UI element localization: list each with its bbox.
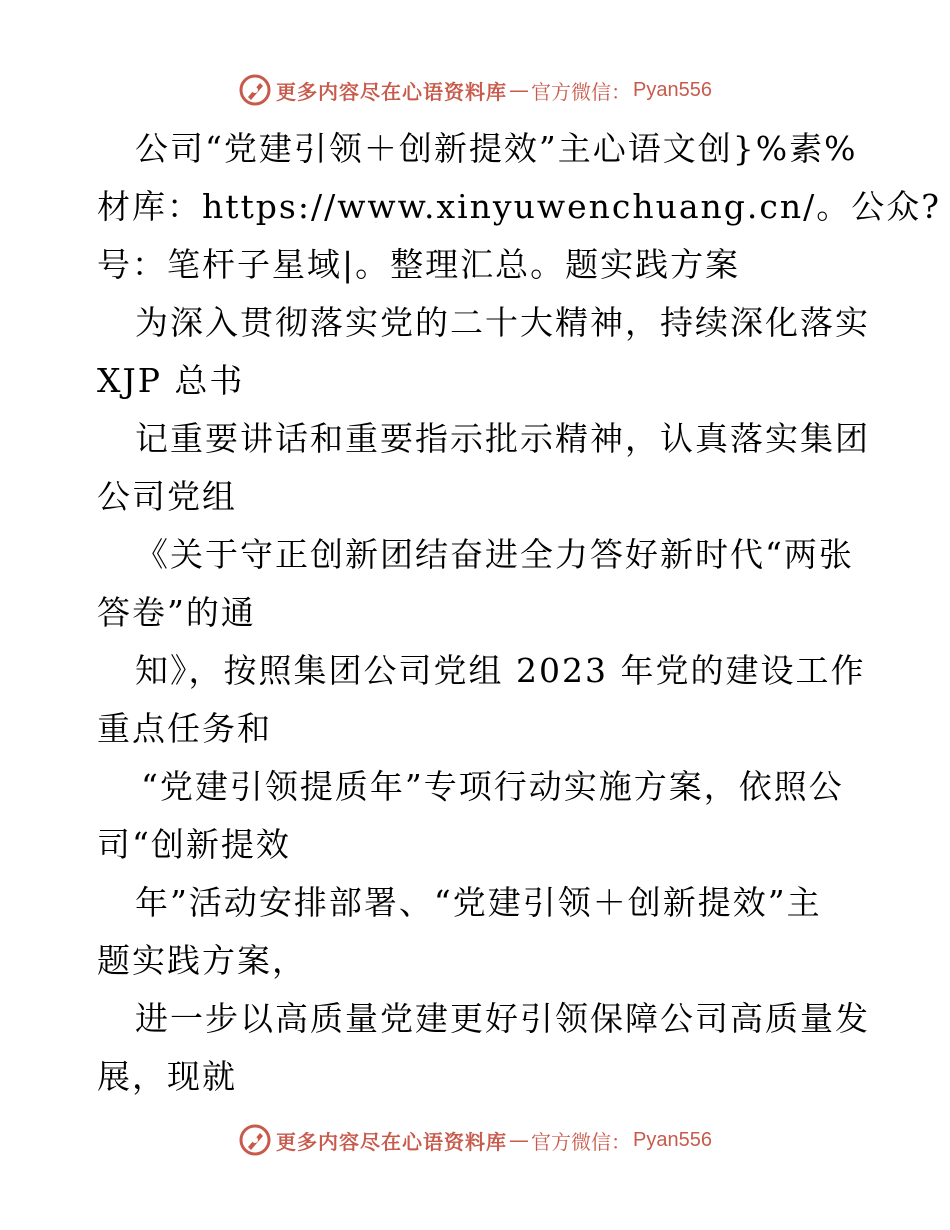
header-official-label: 官方微信： bbox=[531, 79, 632, 104]
text-line: 公司党组 bbox=[97, 477, 237, 516]
text-line: 为深入贯彻落实党的二十大精神，持续深化落实 bbox=[135, 303, 870, 342]
pen-circle-icon bbox=[238, 73, 272, 107]
text-line: 公司“党建引领＋创新提效”主心语文创}%素% bbox=[135, 129, 858, 168]
text-line: 号：笔杆子星域|。整理汇总。题实践方案 bbox=[97, 245, 741, 284]
text-line: 司“创新提效 bbox=[97, 825, 291, 864]
text-line: 展，现就 bbox=[97, 1057, 237, 1096]
text-line: “党建引领提质年”专项行动实施方案，依照公 bbox=[141, 767, 844, 806]
header-brand-text: 更多内容尽在心语资料库 bbox=[276, 79, 508, 104]
document-body bbox=[97, 120, 941, 1106]
text-line: 《关于守正创新团结奋进全力答好新时代“两张 bbox=[135, 535, 854, 574]
footer-official-label: 官方微信： bbox=[531, 1129, 632, 1154]
text-line: 年”活动安排部署、“党建引领＋创新提效”主 bbox=[135, 883, 822, 922]
pen-circle-icon bbox=[238, 1123, 272, 1157]
header-banner bbox=[0, 70, 950, 110]
text-line: XJP 总书 bbox=[97, 361, 245, 400]
text-line: 知》，按照集团公司党组 2023 年党的建设工作 bbox=[135, 651, 866, 690]
header-wechat-id: Pyan556 bbox=[633, 78, 712, 101]
text-line: 记重要讲话和重要指示批示精神，认真落实集团 bbox=[135, 419, 870, 458]
text-line: 答卷”的通 bbox=[97, 593, 256, 632]
footer-banner bbox=[0, 1120, 950, 1160]
header-dash: — bbox=[509, 78, 530, 102]
text-line: 材库：https://www.xinyuwenchuang.cn/。公众? bbox=[97, 187, 941, 226]
text-line: 题实践方案， bbox=[97, 941, 307, 980]
footer-dash: — bbox=[509, 1128, 530, 1152]
text-line: 重点任务和 bbox=[97, 709, 272, 748]
text-line: 进一步以高质量党建更好引领保障公司高质量发 bbox=[135, 999, 870, 1038]
footer-brand-text: 更多内容尽在心语资料库 bbox=[276, 1129, 508, 1154]
footer-wechat-id: Pyan556 bbox=[633, 1128, 712, 1151]
